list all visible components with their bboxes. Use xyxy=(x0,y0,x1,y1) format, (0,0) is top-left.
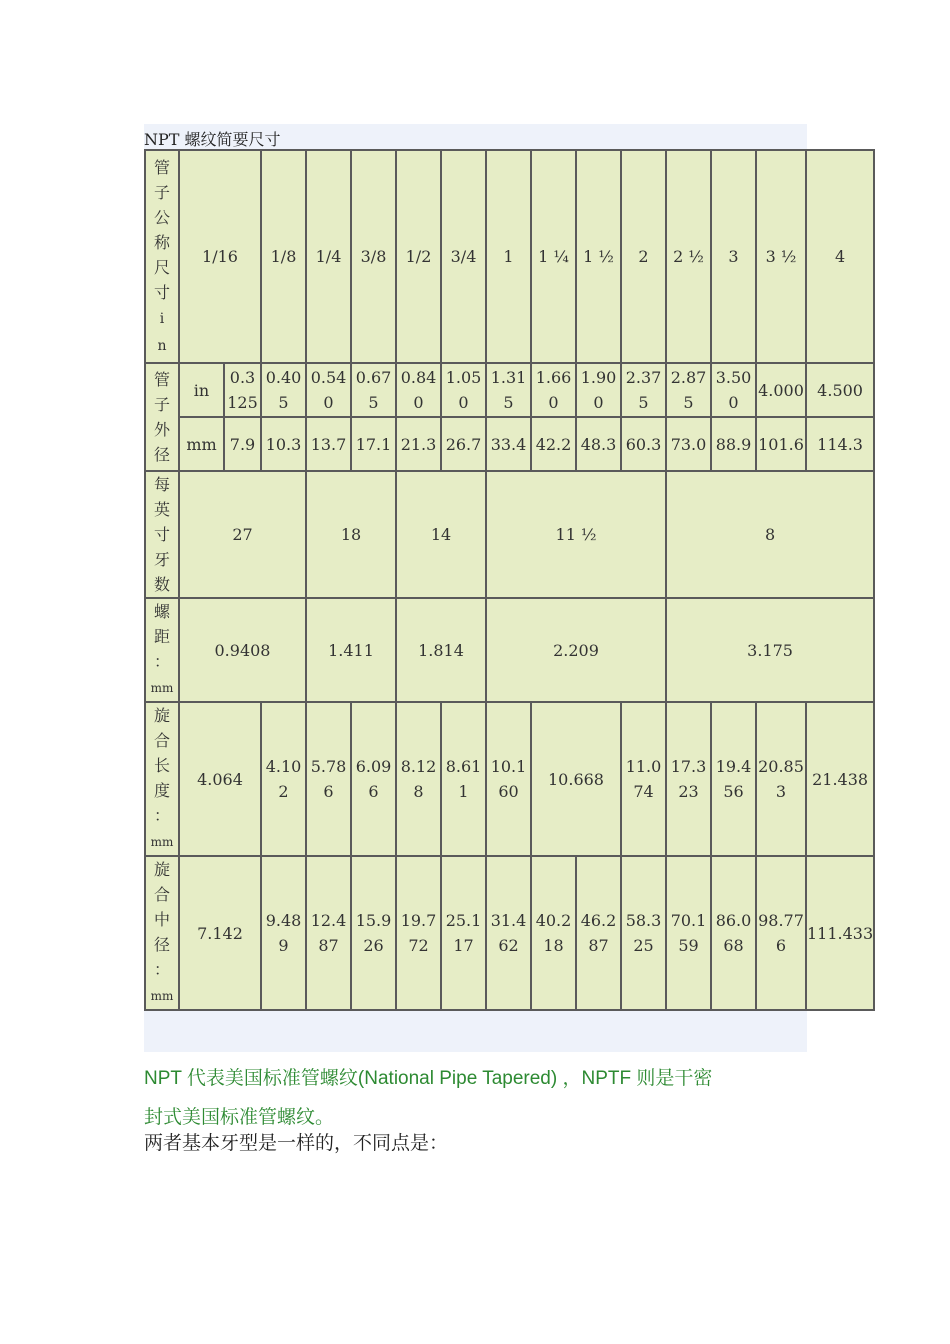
unit-in-label: in xyxy=(180,364,223,416)
nominal-size-cell: 4 xyxy=(807,151,873,362)
nominal-size-cell: 3 ½ xyxy=(757,151,805,362)
od-mm-cell: 7.9 xyxy=(225,418,260,470)
engagement-cell: 20.853 xyxy=(757,703,805,855)
engagement-cell: 21.438 xyxy=(807,703,873,855)
row-header-threads-per-inch: 每 英 寸 牙 数 xyxy=(146,472,178,597)
od-mm-cell: 42.2 xyxy=(532,418,575,470)
npt-dimension-table xyxy=(144,149,875,1011)
pitch-cell: 0.9408 xyxy=(180,599,305,701)
engagement-cell: 4.102 xyxy=(262,703,305,855)
engagement-cell: 8.128 xyxy=(397,703,440,855)
pitch-diameter-cell: 15.926 xyxy=(352,857,395,1009)
od-mm-cell: 26.7 xyxy=(442,418,485,470)
od-mm-cell: 88.9 xyxy=(712,418,755,470)
pitch-diameter-cell: 86.068 xyxy=(712,857,755,1009)
pitch-diameter-cell: 70.159 xyxy=(667,857,710,1009)
od-mm-cell: 21.3 xyxy=(397,418,440,470)
table-row-od-in xyxy=(146,364,873,416)
nominal-size-cell: 2 ½ xyxy=(667,151,710,362)
od-in-cell: 2.875 xyxy=(667,364,710,416)
row-header-nominal-size: 管 子 公 称 尺 寸 i n xyxy=(146,151,178,362)
tpi-cell: 8 xyxy=(667,472,873,597)
nominal-size-cell: 1/4 xyxy=(307,151,350,362)
od-mm-cell: 10.3 xyxy=(262,418,305,470)
engagement-cell: 6.096 xyxy=(352,703,395,855)
od-in-cell: 0.840 xyxy=(397,364,440,416)
od-in-cell: 0.675 xyxy=(352,364,395,416)
pitch-cell: 3.175 xyxy=(667,599,873,701)
pitch-cell: 1.814 xyxy=(397,599,485,701)
pitch-diameter-cell: 98.776 xyxy=(757,857,805,1009)
nominal-size-cell: 1/16 xyxy=(180,151,260,362)
od-in-cell: 1.050 xyxy=(442,364,485,416)
od-mm-cell: 114.3 xyxy=(807,418,873,470)
engagement-cell: 5.786 xyxy=(307,703,350,855)
engagement-cell: 11.074 xyxy=(622,703,665,855)
od-in-cell: 2.375 xyxy=(622,364,665,416)
nominal-size-cell: 3/8 xyxy=(352,151,395,362)
od-mm-cell: 60.3 xyxy=(622,418,665,470)
nominal-size-cell: 2 xyxy=(622,151,665,362)
pitch-diameter-cell: 12.487 xyxy=(307,857,350,1009)
nominal-size-cell: 1 ¼ xyxy=(532,151,575,362)
od-in-cell: 0.540 xyxy=(307,364,350,416)
pitch-diameter-cell: 31.462 xyxy=(487,857,530,1009)
od-mm-cell: 101.6 xyxy=(757,418,805,470)
difference-intro-paragraph: 两者基本牙型是一样的，不同点是： xyxy=(144,1132,449,1154)
tpi-cell: 11 ½ xyxy=(487,472,665,597)
row-header-outer-diameter: 管 子 外 径 xyxy=(146,364,178,470)
pitch-diameter-cell: 40.218 xyxy=(532,857,575,1009)
pitch-diameter-cell: 58.325 xyxy=(622,857,665,1009)
od-in-cell: 1.315 xyxy=(487,364,530,416)
engagement-cell: 8.611 xyxy=(442,703,485,855)
table-row-nominal-size xyxy=(146,151,873,362)
engagement-cell: 10.160 xyxy=(487,703,530,855)
table-row-engagement-length xyxy=(146,703,873,855)
tpi-cell: 14 xyxy=(397,472,485,597)
od-mm-cell: 17.1 xyxy=(352,418,395,470)
nominal-size-cell: 1 xyxy=(487,151,530,362)
od-in-cell: 1.900 xyxy=(577,364,620,416)
row-header-pitch-diameter: 旋 合 中 径 ： mm xyxy=(146,857,178,1009)
od-in-cell: 0.405 xyxy=(262,364,305,416)
pitch-diameter-cell: 46.287 xyxy=(577,857,620,1009)
od-in-cell: 4.000 xyxy=(757,364,805,416)
nominal-size-cell: 3 xyxy=(712,151,755,362)
pitch-diameter-cell: 111.433 xyxy=(807,857,873,1009)
od-mm-cell: 48.3 xyxy=(577,418,620,470)
table-caption: NPT 螺纹简要尺寸 xyxy=(144,130,281,149)
od-in-cell: 4.500 xyxy=(807,364,873,416)
od-in-cell: 0.3125 xyxy=(225,364,260,416)
engagement-cell: 10.668 xyxy=(532,703,620,855)
tpi-cell: 18 xyxy=(307,472,395,597)
row-header-engagement-length: 旋 合 长 度 ： mm xyxy=(146,703,178,855)
row-header-pitch: 螺 距 ： mm xyxy=(146,599,178,701)
pitch-diameter-cell: 7.142 xyxy=(180,857,260,1009)
od-in-cell: 1.660 xyxy=(532,364,575,416)
od-in-cell: 3.500 xyxy=(712,364,755,416)
table-row-pitch xyxy=(146,599,873,701)
od-mm-cell: 33.4 xyxy=(487,418,530,470)
table-row-threads-per-inch xyxy=(146,472,873,597)
pitch-diameter-cell: 19.772 xyxy=(397,857,440,1009)
nominal-size-cell: 1 ½ xyxy=(577,151,620,362)
pitch-cell: 2.209 xyxy=(487,599,665,701)
unit-mm-label: mm xyxy=(180,418,223,470)
pitch-diameter-cell: 9.489 xyxy=(262,857,305,1009)
pitch-cell: 1.411 xyxy=(307,599,395,701)
tpi-cell: 27 xyxy=(180,472,305,597)
table-row-pitch-diameter xyxy=(146,857,873,1009)
table-row-od-mm xyxy=(146,418,873,470)
engagement-cell: 4.064 xyxy=(180,703,260,855)
nominal-size-cell: 1/8 xyxy=(262,151,305,362)
nominal-size-cell: 1/2 xyxy=(397,151,440,362)
od-mm-cell: 73.0 xyxy=(667,418,710,470)
nominal-size-cell: 3/4 xyxy=(442,151,485,362)
npt-description-continuation: 封式美国标准管螺纹。 xyxy=(144,1106,335,1128)
npt-description-paragraph: NPT 代表美国标准管螺纹(National Pipe Tapered) ，NPTF 则是干密 xyxy=(144,1068,713,1089)
pitch-diameter-cell: 25.117 xyxy=(442,857,485,1009)
engagement-cell: 17.323 xyxy=(667,703,710,855)
engagement-cell: 19.456 xyxy=(712,703,755,855)
od-mm-cell: 13.7 xyxy=(307,418,350,470)
